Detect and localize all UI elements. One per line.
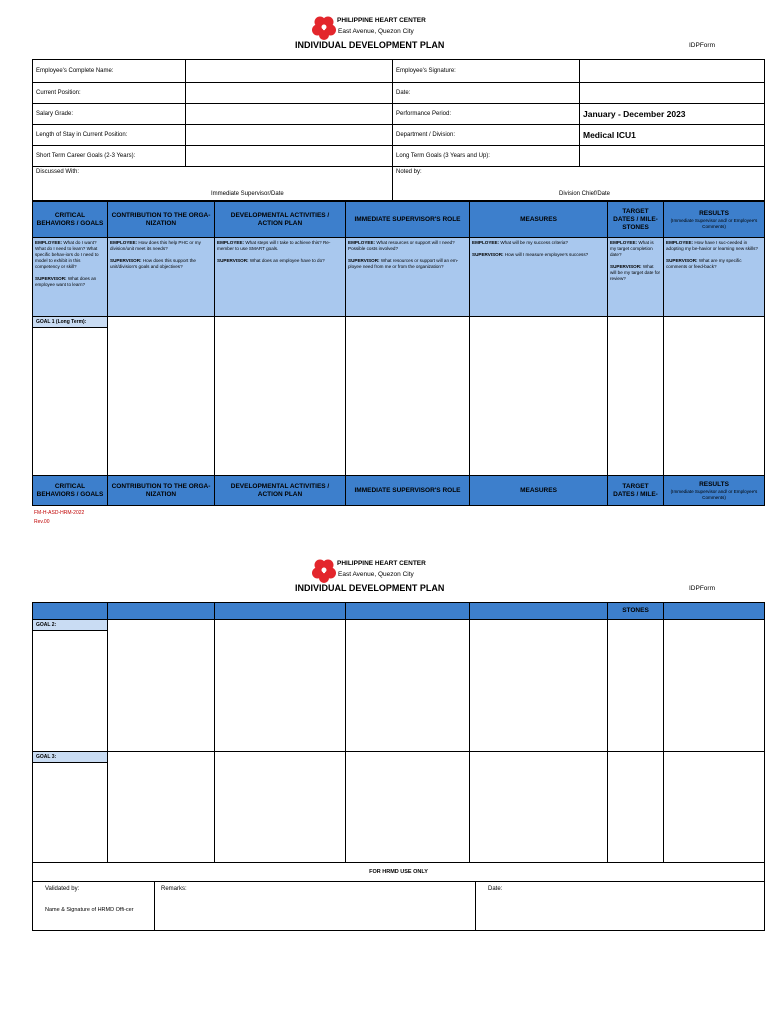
org-address-page2: East Avenue, Quezon City — [338, 571, 414, 578]
col-continued-1 — [33, 603, 108, 620]
form-header — [0, 15, 768, 65]
department-label: Department / Division: — [393, 125, 580, 146]
col-measures: MEASURES — [470, 202, 608, 238]
col-results — [664, 202, 765, 238]
guide-measures: EMPLOYEE: What will be my success criteria? SUPERVISOR: How will I measure employee's success? — [470, 238, 608, 317]
guide-target-dates: EMPLOYEE: What is my target completion date? SUPERVISOR: What will be my target date for review? — [608, 238, 664, 317]
employee-name-label: Employee's Complete Name: — [33, 60, 186, 83]
goal1-contribution-field[interactable] — [108, 317, 215, 476]
department-value[interactable]: Medical ICU1 — [580, 125, 765, 146]
division-chief-date-label: Division Chief/Date — [559, 191, 611, 197]
noted-by-cell[interactable] — [393, 167, 765, 201]
validated-by-label: Validated by: — [45, 886, 80, 892]
discussed-with-label: Discussed With: — [36, 169, 80, 175]
goal2-cell[interactable] — [33, 620, 108, 752]
page-title: INDIVIDUAL DEVELOPMENT PLAN — [295, 40, 445, 50]
col-continued-4 — [346, 603, 470, 620]
col-results-sub: (Immediate Supervisor and/ or Employee's Comments) — [670, 218, 758, 229]
goal2-activities-field[interactable] — [215, 620, 346, 752]
goal1-measures-field[interactable] — [470, 317, 608, 476]
col-results-sub-repeat: (Immediate Supervisor and/ or Employee's Comments) — [670, 489, 758, 500]
date-label: Date: — [393, 83, 580, 104]
col-developmental-activities: DEVELOPMENTAL ACTIVITIES / ACTION PLAN — [215, 202, 346, 238]
page-title-page2: INDIVIDUAL DEVELOPMENT PLAN — [295, 583, 445, 593]
immediate-supervisor-date-label: Immediate Supervisor/Date — [211, 191, 284, 197]
remarks-label: Remarks: — [161, 886, 187, 892]
guide-developmental-activities: EMPLOYEE: What steps will I take to achieve this? Re-member to use SMART goals. SUPERVISOR: What does an employee have to do? — [215, 238, 346, 317]
guide-contribution: EMPLOYEE: How does this help PHC or my division/unit meet its needs? SUPERVISOR: How does this support the unit/division's goals and objectives? — [108, 238, 215, 317]
goal2-label: GOAL 2: — [33, 620, 107, 631]
heart-clover-logo-icon — [311, 15, 337, 41]
noted-by-label: Noted by: — [396, 169, 422, 175]
performance-period-label: Performance Period: — [393, 104, 580, 125]
guide-results: EMPLOYEE: How have I suc-ceeded in adopting my be-havior or learning new skills? SUPERVISOR: What are my specific comments or feed-back? — [664, 238, 765, 317]
length-of-stay-label: Length of Stay in Current Position: — [33, 125, 186, 146]
org-address: East Avenue, Quezon City — [338, 28, 414, 35]
long-term-goals-field[interactable] — [580, 146, 765, 167]
remarks-cell[interactable] — [155, 882, 476, 931]
employee-signature-field[interactable] — [580, 60, 765, 83]
goal2-supervisor-role-field[interactable] — [346, 620, 470, 752]
form-code-page2: IDPForm — [689, 585, 715, 592]
goal2-target-dates-field[interactable] — [608, 620, 664, 752]
short-term-goals-field[interactable] — [186, 146, 393, 167]
form-number: FM-H-ASD-HRM-2022 — [34, 510, 85, 516]
current-position-label: Current Position: — [33, 83, 186, 104]
goal3-activities-field[interactable] — [215, 752, 346, 863]
col-results-title: RESULTS — [699, 210, 729, 217]
goal3-label: GOAL 3: — [33, 752, 107, 763]
revision-number: Rev.00 — [34, 519, 50, 525]
col-developmental-activities-repeat: DEVELOPMENTAL ACTIVITIES / ACTION PLAN — [215, 476, 346, 506]
date-field[interactable] — [580, 83, 765, 104]
col-measures-repeat: MEASURES — [470, 476, 608, 506]
col-supervisor-role-repeat: IMMEDIATE SUPERVISOR'S ROLE — [346, 476, 470, 506]
goal1-label: GOAL 1 (Long Term): — [33, 317, 107, 328]
guide-critical-behaviors: EMPLOYEE: What do I want? What do I need to learn? What specific behav-iors do I need to model to exhibit in this competency or skill? SUPERVISOR: What does an employee want to learn? — [33, 238, 108, 317]
long-term-goals-label: Long Term Goals (3 Years and Up): — [393, 146, 580, 167]
goal1-results-field[interactable] — [664, 317, 765, 476]
employee-info-table — [32, 59, 765, 201]
col-contribution: CONTRIBUTION TO THE ORGA-NIZATION — [108, 202, 215, 238]
employee-name-field[interactable] — [186, 60, 393, 83]
validated-by-cell[interactable] — [33, 882, 155, 931]
guide-supervisor-role: EMPLOYEE: What resources or support will I need? Possible costs involved? SUPERVISOR: What resources or support will an em-ployee need from me or from the organization? — [346, 238, 470, 317]
col-results-repeat — [664, 476, 765, 506]
employee-signature-label: Employee's Signature: — [393, 60, 580, 83]
goal1-activities-field[interactable] — [215, 317, 346, 476]
heart-clover-logo-icon — [311, 558, 337, 584]
performance-period-value[interactable]: January - December 2023 — [580, 104, 765, 125]
goal2-results-field[interactable] — [664, 620, 765, 752]
current-position-field[interactable] — [186, 83, 393, 104]
form-header-page2 — [0, 558, 768, 608]
col-results-title-repeat: RESULTS — [699, 481, 729, 488]
hrmd-date-label: Date: — [488, 886, 503, 892]
col-supervisor-role: IMMEDIATE SUPERVISOR'S ROLE — [346, 202, 470, 238]
col-critical-behaviors: CRITICAL BEHAVIORS / GOALS — [33, 202, 108, 238]
col-critical-behaviors-repeat: CRITICAL BEHAVIORS / GOALS — [33, 476, 108, 506]
goal3-contribution-field[interactable] — [108, 752, 215, 863]
col-continued-3 — [215, 603, 346, 620]
discussed-with-cell[interactable] — [33, 167, 393, 201]
col-target-dates-continued: STONES — [608, 603, 664, 620]
hrmd-title: FOR HRMD USE ONLY — [33, 863, 765, 882]
goal3-cell[interactable] — [33, 752, 108, 863]
org-name-page2: PHILIPPINE HEART CENTER — [337, 560, 426, 567]
goal2-measures-field[interactable] — [470, 620, 608, 752]
goal1-supervisor-role-field[interactable] — [346, 317, 470, 476]
hrmd-officer-label: Name & Signature of HRMD Offi-cer — [45, 907, 134, 913]
goal1-target-dates-field[interactable] — [608, 317, 664, 476]
goal2-contribution-field[interactable] — [108, 620, 215, 752]
idp-table-page1 — [32, 201, 765, 506]
goal3-measures-field[interactable] — [470, 752, 608, 863]
col-target-dates: TARGET DATES / MILE-STONES — [608, 202, 664, 238]
goal3-results-field[interactable] — [664, 752, 765, 863]
salary-grade-field[interactable] — [186, 104, 393, 125]
goal3-supervisor-role-field[interactable] — [346, 752, 470, 863]
col-continued-7 — [664, 603, 765, 620]
hrmd-table — [32, 862, 765, 931]
hrmd-date-cell[interactable] — [476, 882, 765, 931]
col-contribution-repeat: CONTRIBUTION TO THE ORGA-NIZATION — [108, 476, 215, 506]
salary-grade-label: Salary Grade: — [33, 104, 186, 125]
short-term-goals-label: Short Term Career Goals (2-3 Years): — [33, 146, 186, 167]
col-continued-2 — [108, 603, 215, 620]
goal3-target-dates-field[interactable] — [608, 752, 664, 863]
form-code: IDPForm — [689, 42, 715, 49]
org-name: PHILIPPINE HEART CENTER — [337, 17, 426, 24]
goal1-cell[interactable] — [33, 317, 108, 476]
length-of-stay-field[interactable] — [186, 125, 393, 146]
col-continued-5 — [470, 603, 608, 620]
col-target-dates-repeat: TARGET DATES / MILE- — [608, 476, 664, 506]
idp-table-page2 — [32, 602, 765, 863]
